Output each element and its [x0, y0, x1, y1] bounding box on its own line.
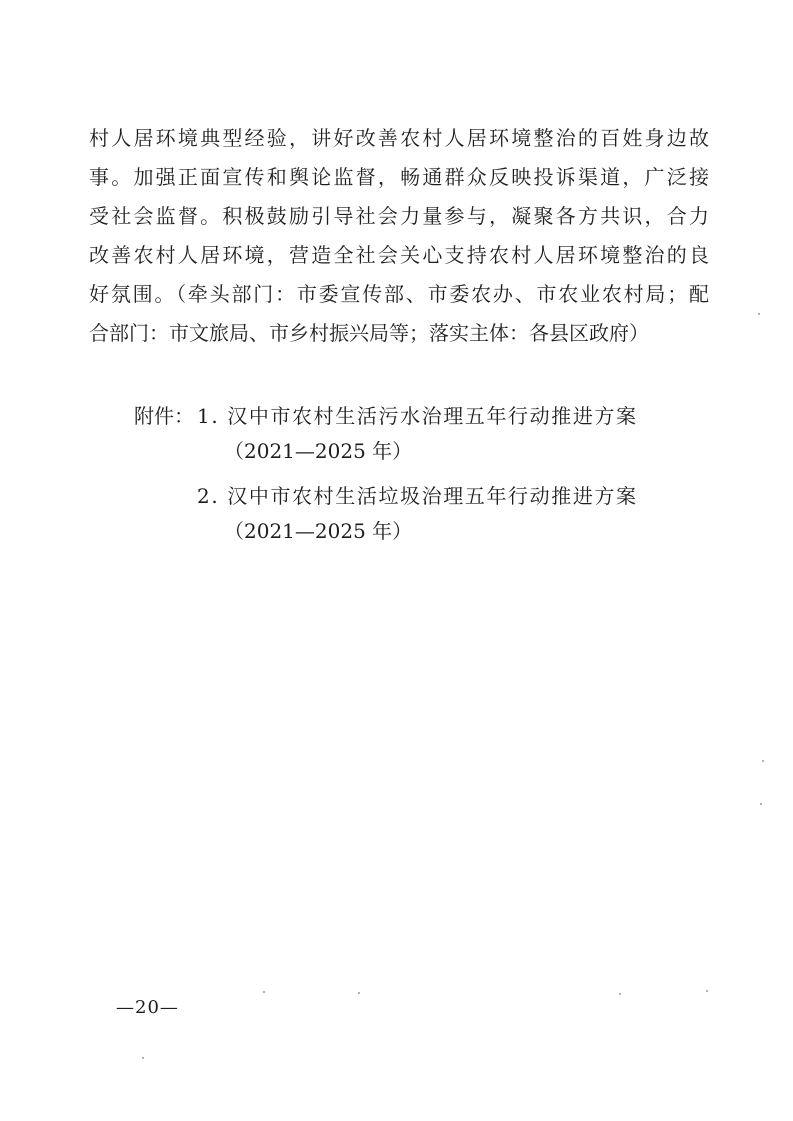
attachment-period-row: [134, 434, 694, 469]
scan-speck: [358, 992, 360, 994]
scan-speck: [762, 760, 764, 762]
scan-speck: [142, 1057, 144, 1059]
scan-speck: [263, 991, 265, 993]
attachment-period: （2021—2025 年）: [224, 519, 413, 543]
scan-speck: [758, 313, 760, 315]
scan-speck: [760, 803, 762, 805]
scan-speck: [619, 993, 621, 995]
body-paragraph: [89, 119, 709, 353]
attachments-list: [134, 399, 694, 549]
body-line: 受社会监督。积极鼓励引导社会力量参与，凝聚各方共识，合力: [89, 204, 709, 228]
scan-speck: [706, 990, 708, 992]
body-line: 合部门：市文旅局、市乡村振兴局等；落实主体：各县区政府）: [89, 321, 649, 345]
attachment-title: 2. 汉中市农村生活垃圾治理五年行动推进方案: [197, 484, 638, 508]
attachment-period-row: [134, 514, 694, 549]
attachment-period: （2021—2025 年）: [224, 439, 413, 463]
attachments-label: 附件：: [134, 404, 194, 428]
body-line: 事。加强正面宣传和舆论监督，畅通群众反映投诉渠道，广泛接: [89, 165, 709, 189]
attachment-item-2: [134, 479, 694, 514]
body-line: 改善农村人居环境，营造全社会关心支持农村人居环境整治的良: [89, 243, 709, 267]
body-line: 好氛围。（牵头部门：市委宣传部、市委农办、市农业农村局；配: [89, 282, 709, 306]
attachment-title: 1. 汉中市农村生活污水治理五年行动推进方案: [197, 404, 638, 428]
attachment-item-1: [134, 399, 694, 434]
body-line: 村人居环境典型经验，讲好改善农村人居环境整治的百姓身边故: [89, 126, 709, 150]
page-number: —20—: [116, 997, 179, 1018]
